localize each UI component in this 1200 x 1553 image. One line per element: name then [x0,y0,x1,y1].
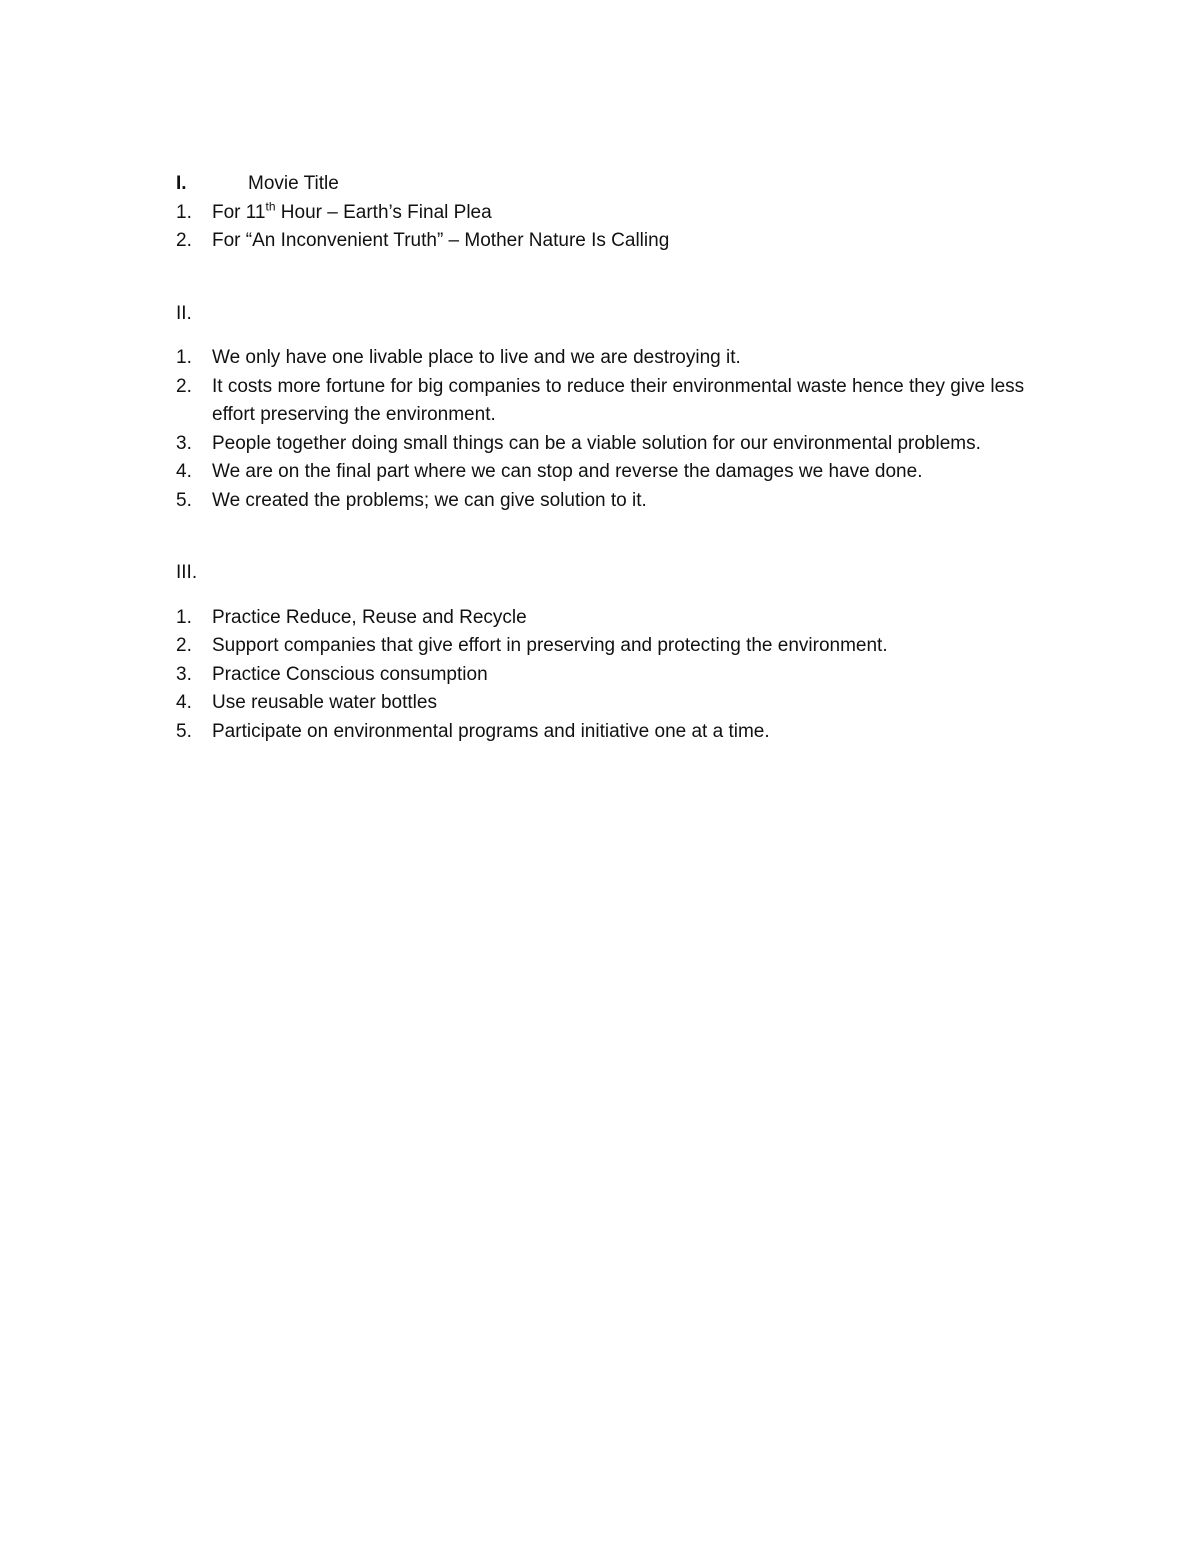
list-number: 1. [176,606,192,628]
section-heading [176,170,1056,199]
list-number: 4. [176,461,192,482]
list-item [176,199,1056,228]
spacer [176,256,1056,300]
superscript: th [265,199,276,214]
list-text: Support companies that give effort in preserving and protecting the environment. [212,635,888,656]
list-number: 5. [176,489,192,511]
list-text: For “An Inconvenient Truth” – Mother Nature Is Calling [212,230,670,251]
list-item [176,344,1056,373]
list-text-post: Hour – Earth’s Final Plea [275,201,492,223]
list-item [176,718,1056,747]
list-text: Practice Reduce, Reuse and Recycle [212,606,527,628]
list-number: 1. [176,347,192,368]
list-text: It costs more fortune for big companies to reduce their environmental waste hence they give less effort preserving the environment. [212,375,1025,425]
list-number: 2. [176,230,192,251]
list-number: 5. [176,720,192,742]
list-number: 2. [176,375,192,397]
spacer [176,588,1056,604]
list-number: 3. [176,432,192,454]
list-text: We created the problems; we can give solution to it. [212,489,647,511]
section-heading [176,559,1056,588]
section-heading [176,300,1056,329]
list-number: 4. [176,692,192,713]
list-item [176,458,1056,487]
list-text: We only have one livable place to live and we are destroying it. [212,347,741,368]
list-text: People together doing small things can be a viable solution for our environmental problems. [212,432,981,454]
list-item [176,632,1056,661]
section-numeral: II. [176,302,192,324]
list-number: 1. [176,201,192,223]
movie-title-list [176,199,1056,256]
list-text-pre: For 11 [212,201,266,223]
actions-list [176,604,1056,747]
list-item [176,661,1056,690]
list-item [176,689,1056,718]
list-item [176,430,1056,459]
list-item [176,604,1056,633]
section-numeral: III. [176,562,198,583]
section-two [176,300,1056,516]
list-number: 2. [176,635,192,656]
list-text: Practice Conscious consumption [212,663,488,685]
lessons-list [176,344,1056,515]
spacer [176,515,1056,559]
section-numeral: I. [176,173,187,194]
list-item [176,227,1056,256]
list-item [176,373,1056,430]
list-text: Use reusable water bottles [212,692,437,713]
list-text [212,199,1056,228]
list-text: Participate on environmental programs and initiative one at a time. [212,720,770,742]
list-number: 3. [176,663,192,685]
list-item [176,487,1056,516]
section-title: Movie Title [248,173,339,194]
section-three [176,559,1056,746]
spacer [176,328,1056,344]
list-text: We are on the final part where we can stop and reverse the damages we have done. [212,461,923,482]
section-movie-title [176,170,1056,256]
document-body [176,170,1056,746]
